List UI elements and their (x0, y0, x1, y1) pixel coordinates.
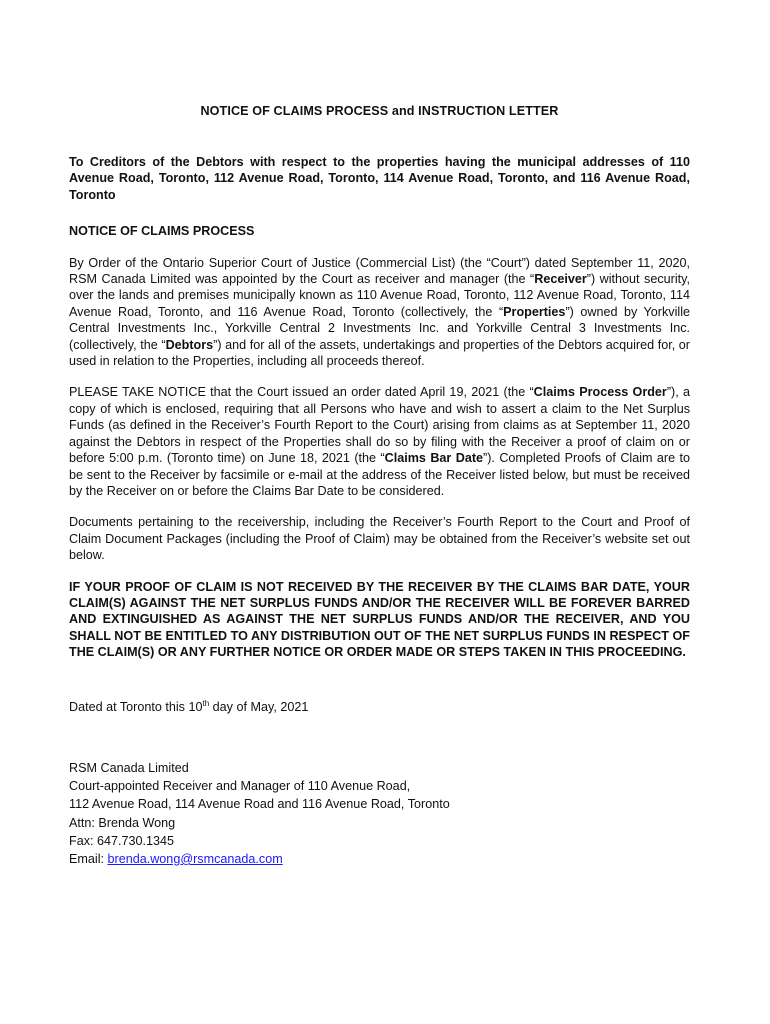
text-run: ”) without security, over the lands and premises municipally known as 110 Avenue Road, Toronto, 112 Avenue Road, Toronto, 114 Avenue Road, Toronto, and 116 Avenue Road, Toronto (collectively, the “ (69, 272, 690, 319)
text-run: By Order of the Ontario Superior Court of Justice (Commercial List) (the “Court”) dated September 11, 2020, RSM Canada Limited was appointed by the Court as receiver and manager (the “ (69, 255, 690, 287)
paragraph-notice (69, 384, 690, 499)
defined-term-claims-bar-date: Claims Bar Date (384, 451, 484, 466)
text-run: ”). Completed Proofs of Claim are to be sent to the Receiver by facsimile or e-mail at the address of the Receiver listed below, but must be received by the Receiver on or before the Claims Bar Date to be considered. (69, 451, 691, 498)
text-run: ”), a copy of which is enclosed, requiring that all Persons who have and wish to assert a claim to the Net Surplus Funds (as defined in the Receiver’s Fourth Report to the Court) arising from claims as at September 11, 2020 against the Debtors in respect of the Properties shall do so by filing with the Receiver a proof of claim on or before 5:00 p.m. (Toronto time) on June 18, 2021 (the “ (69, 385, 690, 466)
addressee: To Creditors of the Debtors with respect to the properties having the municipal addresses of 110 Avenue Road, Toronto, 112 Avenue Road, Toronto, 114 Avenue Road, Toronto, and 116 Avenue Road, Toronto (69, 155, 690, 202)
dated-ordinal: th (202, 698, 210, 708)
signature-email-line (69, 850, 690, 868)
warning-paragraph: IF YOUR PROOF OF CLAIM IS NOT RECEIVED BY THE RECEIVER BY THE CLAIMS BAR DATE, YOUR CLAIM(S) AGAINST THE NET SURPLUS FUNDS AND/OR THE RECEIVER WILL BE FOREVER BARRED AND EXTINGUISHED AS AGAINST THE NET SURPLUS FUNDS AND/OR THE RECEIVER, AND YOU SHALL NOT BE ENTITLED TO ANY DISTRIBUTION OUT OF THE NET SURPLUS FUNDS IN RESPECT OF THE CLAIM(S) OR ANY FURTHER NOTICE OR ORDER MADE OR STEPS TAKEN IN THIS PROCEEDING. (69, 579, 690, 660)
dated-prefix: Dated at Toronto this 10 (69, 699, 203, 714)
text-run: ”) owned by Yorkville Central Investments Inc., Yorkville Central 2 Investments Inc. and Yorkville Central 3 Investments Inc. (collectively, the “ (69, 304, 690, 352)
defined-term-receiver: Receiver (534, 272, 587, 287)
text-run: PLEASE TAKE NOTICE that the Court issued an order dated April 19, 2021 (the “ (69, 385, 534, 400)
email-link[interactable]: brenda.wong@rsmcanada.com (107, 851, 283, 866)
paragraph-appointment (69, 255, 690, 370)
defined-term-claims-process-order: Claims Process Order (533, 385, 667, 400)
signature-fax: Fax: 647.730.1345 (69, 833, 175, 848)
signature-attn: Attn: Brenda Wong (69, 815, 176, 830)
signature-company: RSM Canada Limited (69, 760, 189, 775)
defined-term-debtors: Debtors (165, 337, 214, 352)
document-title: NOTICE OF CLAIMS PROCESS and INSTRUCTION LETTER (200, 104, 559, 118)
signature-block (69, 759, 690, 868)
dated-suffix: day of May, 2021 (209, 699, 309, 714)
signature-role-line-2: 112 Avenue Road, 114 Avenue Road and 116 Avenue Road, Toronto (69, 797, 450, 812)
email-label: Email: (69, 851, 108, 866)
section-heading: NOTICE OF CLAIMS PROCESS (69, 224, 255, 239)
defined-term-properties: Properties (503, 304, 566, 319)
text-run: ”) and for all of the assets, undertakings and properties of the Debtors acquired for, or used in relation to the Properties, including all proceeds thereof. (69, 337, 691, 369)
signature-role-line-1: Court-appointed Receiver and Manager of 110 Avenue Road, (69, 779, 411, 794)
paragraph-documents: Documents pertaining to the receivership, including the Receiver’s Fourth Report to the Court and Proof of Claim Document Packages (including the Proof of Claim) may be obtained from the Receiver’s website set out below. (69, 515, 690, 563)
dated-line (69, 699, 690, 715)
